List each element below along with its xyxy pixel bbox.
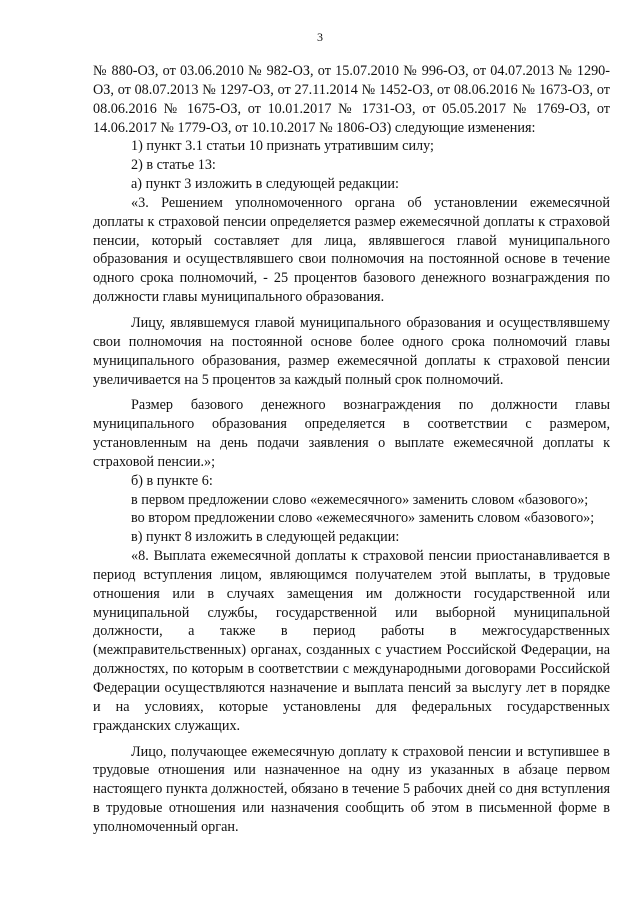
paragraph-item-b: б) в пункте 6:: [131, 472, 213, 489]
page-number: 3: [317, 30, 323, 44]
paragraph-item-1: 1) пункт 3.1 статьи 10 признать утратившим силу;: [131, 138, 434, 155]
paragraph-item-v: в) пункт 8 изложить в следующей редакции:: [131, 529, 400, 546]
paragraph-second-sentence: во втором предложении слово «ежемесячного» заменить словом «базового»;: [131, 510, 595, 527]
paragraph-clause-8: «8. Выплата ежемесячной доплаты к страховой пенсии приостанавливается в период вступления лицом, являющимся получателем этой выплаты, в трудовые отношения или в случаях замещения им должности государственной или муниципальной службы, государственной или выборной муниципальной должности, а также в период работы в межгосударственных (межправительственных) органах, созданных с участием Российской Федерации, на должностях, по которым в соответствии с международными договорами Российской Федерации осуществляются назначение и выплата пенсий за выслугу лет в порядке и на условиях, которые установлены для федеральных государственных гражданских служащих.: [93, 548, 610, 734]
paragraph-clause-8-second: Лицо, получающее ежемесячную доплату к страховой пенсии и вступившее в трудовые отношения или назначенное на одну из указанных в абзаце первом настоящего пункта должностей, обязано в течение 5 рабочих дней со дня вступления в трудовые отношения или назначения сообщить об этом в письменной форме в уполномоченный орган.: [93, 743, 610, 835]
paragraph-clause-3-second: Лицу, являвшемуся главой муниципального образования и осуществлявшему свои полномочия на постоянной основе более одного срока полномочий главы муниципального образования, размер ежемесячной доплаты к страховой пенсии увеличивается на 5 процентов за каждый полный срок полномочий.: [93, 314, 610, 388]
paragraph-item-a: а) пункт 3 изложить в следующей редакции:: [131, 176, 399, 193]
paragraph-clause-3-third: Размер базового денежного вознаграждения по должности главы муниципального образования определяется в соответствии с размером, установленным на день подачи заявления о выплате ежемесячной доплаты к страховой пенсии.»;: [93, 397, 610, 470]
paragraph-amendment-list: № 880-ОЗ, от 03.06.2010 № 982-ОЗ, от 15.07.2010 № 996-ОЗ, от 04.07.2013 № 1290-ОЗ, от 08.07.2013 № 1297-ОЗ, от 27.11.2014 № 1452-ОЗ, от 08.06.2016 № 1673-ОЗ, от 08.06.2016 № 1675-ОЗ, от 10.01.2017 № 1731-ОЗ, от 05.05.2017 № 1769-ОЗ, от 14.06.2017 № 1779-ОЗ, от 10.10.2017 № 1806-ОЗ) следующие изменения:: [93, 63, 610, 136]
paragraph-clause-3: «3. Решением уполномоченного органа об установлении ежемесячной доплаты к страховой пенсии определяется размер ежемесячной доплаты к страховой пенсии, который составляет для лица, являвшегося главой муниципального образования и осуществлявшего свои полномочия на постоянной основе в течение одного срока полномочий, - 25 процентов базового денежного вознаграждения по должности главы муниципального образования.: [93, 194, 610, 306]
paragraph-first-sentence: в первом предложении слово «ежемесячного» заменить словом «базового»;: [131, 491, 589, 508]
document-body: [93, 62, 610, 837]
paragraph-item-2: 2) в статье 13:: [131, 157, 216, 174]
